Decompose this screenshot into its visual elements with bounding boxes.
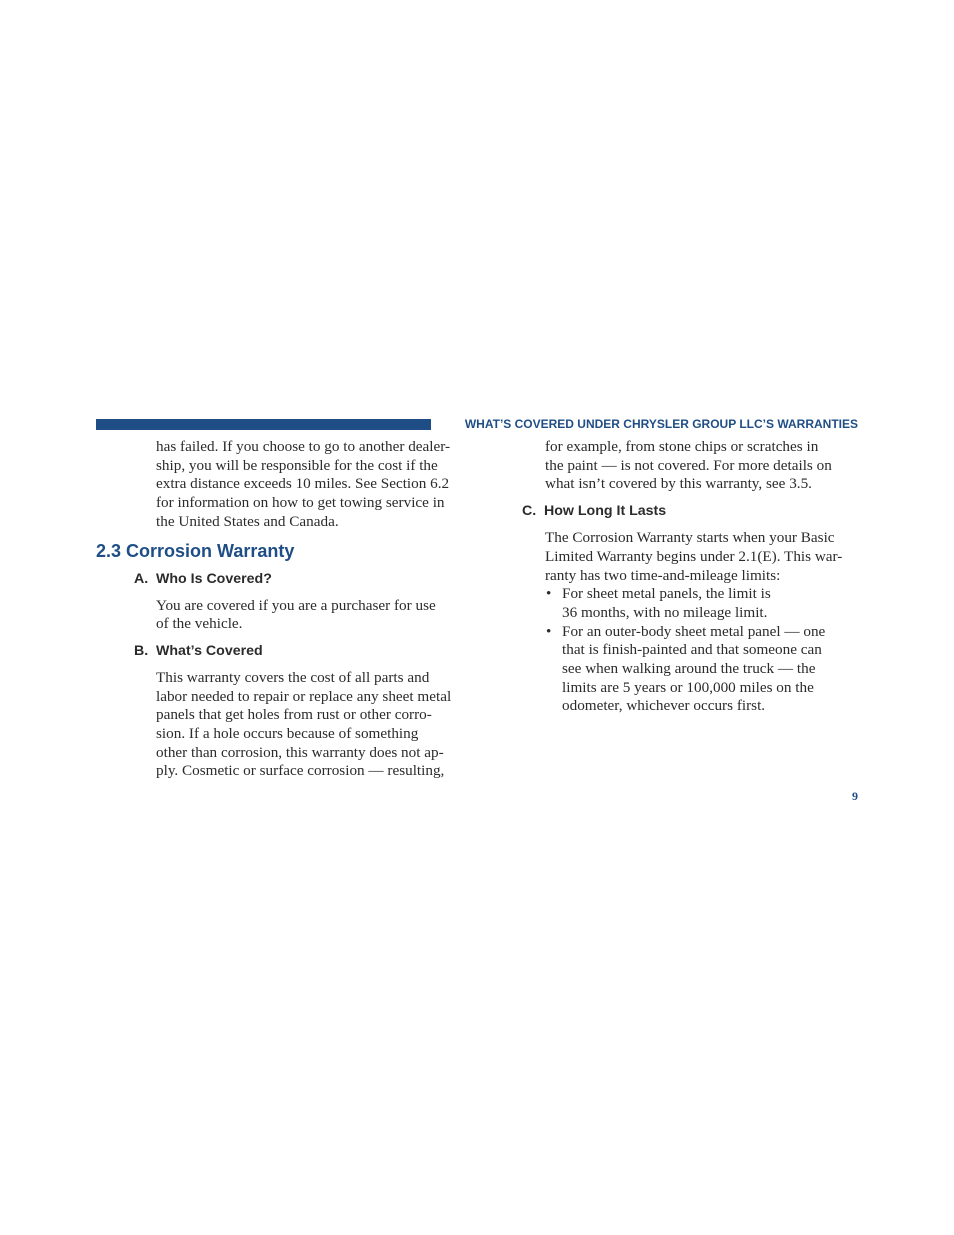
text-line: ranty has two time-and-mileage limits: — [545, 566, 781, 584]
text-line: the United States and Canada. — [156, 512, 339, 530]
text-line: limits are 5 years or 100,000 miles on the — [562, 678, 814, 696]
text-line: see when walking around the truck — the — [562, 660, 816, 678]
subsection-letter: A. — [134, 570, 149, 587]
text-line: for example, from stone chips or scratches in — [545, 438, 819, 455]
text-line: For sheet metal panels, the limit is — [562, 585, 771, 603]
text-line: odometer, whichever occurs first. — [562, 697, 766, 715]
subsection-c-paragraph — [545, 529, 862, 585]
left-column — [96, 438, 474, 781]
bullet-icon: • — [546, 585, 552, 603]
text-line: ship, you will be responsible for the cost if the — [156, 456, 438, 474]
text-line: has failed. If you choose to go to another dealer- — [156, 438, 451, 455]
text-line: ply. Cosmetic or surface corrosion — resulting, — [156, 762, 445, 780]
running-head: WHAT’S COVERED UNDER CHRYSLER GROUP LLC’S WARRANTIES — [464, 417, 858, 431]
list-item — [545, 585, 862, 622]
text-line: This warranty covers the cost of all parts and — [156, 668, 430, 686]
text-line: You are covered if you are a purchaser for use — [156, 596, 436, 614]
subsection-letter: B. — [134, 642, 149, 659]
text-line: extra distance exceeds 10 miles. See Section 6.2 — [156, 475, 450, 493]
subsection-c-heading — [522, 502, 862, 520]
text-line: what isn’t covered by this warranty, see 3.5. — [545, 475, 812, 493]
text-line: other than corrosion, this warranty does not ap- — [156, 743, 444, 761]
header-color-bar — [96, 419, 431, 430]
subsection-title: Who Is Covered? — [156, 570, 272, 587]
text-line: sion. If a hole occurs because of something — [156, 725, 419, 743]
section-title: 2.3 Corrosion Warranty — [96, 540, 295, 561]
subsection-a-paragraph — [156, 597, 474, 634]
page-number: 9 — [852, 789, 858, 803]
subsection-title: How Long It Lasts — [544, 503, 667, 520]
text-line: 36 months, with no mileage limit. — [562, 603, 768, 621]
subsection-letter: C. — [522, 503, 537, 520]
text-line: For an outer-body sheet metal panel — one — [562, 622, 826, 640]
text-line: the paint — is not covered. For more details on — [545, 456, 832, 474]
subsection-title: What’s Covered — [156, 642, 263, 659]
subsection-b-heading — [134, 642, 474, 660]
intro-paragraph — [156, 438, 474, 532]
subsection-a-heading — [134, 570, 474, 588]
text-line: panels that get holes from rust or other corro- — [156, 706, 432, 724]
text-line: labor needed to repair or replace any sheet metal — [156, 687, 452, 705]
text-line: for information on how to get towing service in — [156, 494, 445, 512]
list-item — [545, 623, 862, 717]
text-line: that is finish-painted and that someone can — [562, 641, 822, 659]
text-line: The Corrosion Warranty starts when your Basic — [545, 529, 835, 547]
bullet-icon: • — [546, 622, 552, 640]
text-line: of the vehicle. — [156, 615, 243, 633]
limits-bullet-list — [545, 585, 862, 716]
text-line: Limited Warranty begins under 2.1(E). This war- — [545, 547, 843, 565]
continued-paragraph — [545, 438, 862, 494]
right-column — [522, 438, 862, 716]
subsection-b-paragraph — [156, 669, 474, 781]
